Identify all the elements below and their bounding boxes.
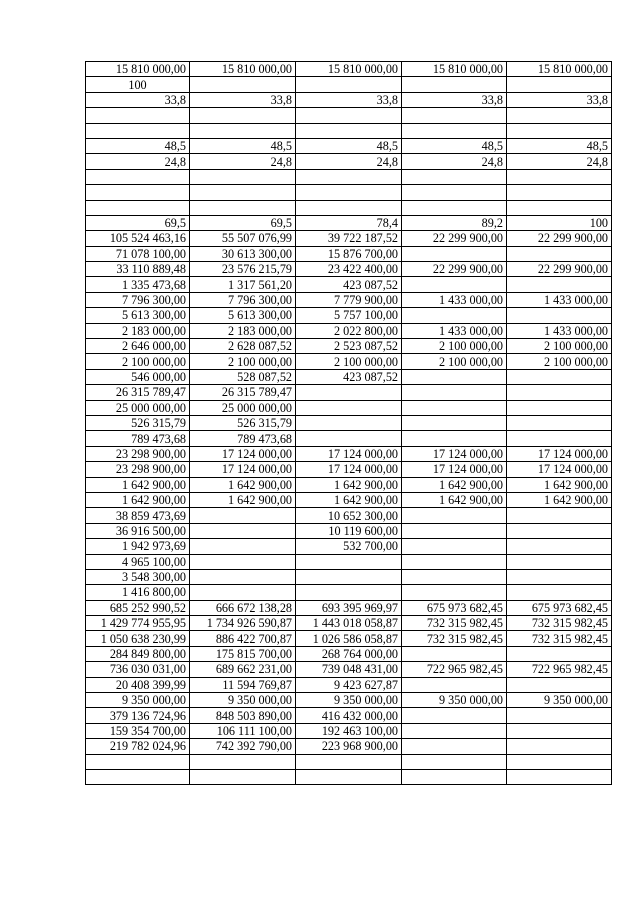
table-row (86, 123, 612, 138)
table-cell: 15 810 000,00 (190, 62, 296, 77)
table-cell: 423 087,52 (296, 277, 402, 292)
table-cell: 732 315 982,45 (402, 631, 507, 646)
table-cell: 24,8 (507, 154, 612, 169)
table-cell (507, 415, 612, 430)
table-cell: 223 968 900,00 (296, 739, 402, 754)
table-row (86, 385, 612, 400)
table-cell: 38 859 473,69 (86, 508, 190, 523)
table-cell: 685 252 990,52 (86, 600, 190, 615)
table-row (86, 354, 612, 369)
table-cell: 17 124 000,00 (507, 446, 612, 461)
table-cell: 17 124 000,00 (296, 462, 402, 477)
table-cell: 2 183 000,00 (190, 323, 296, 338)
table-cell (402, 754, 507, 769)
table-cell (507, 431, 612, 446)
table-cell: 1 443 018 058,87 (296, 616, 402, 631)
table-row (86, 154, 612, 169)
table-cell: 2 100 000,00 (86, 354, 190, 369)
table-cell (402, 385, 507, 400)
table-row (86, 754, 612, 769)
table-cell: 33,8 (86, 92, 190, 107)
table-cell: 20 408 399,99 (86, 677, 190, 692)
table-body (86, 62, 612, 785)
table-cell (402, 169, 507, 184)
table-cell: 1 317 561,20 (190, 277, 296, 292)
table-cell: 2 628 087,52 (190, 339, 296, 354)
table-cell: 22 299 900,00 (507, 262, 612, 277)
table-cell: 1 050 638 230,99 (86, 631, 190, 646)
table-cell: 886 422 700,87 (190, 631, 296, 646)
table-cell (507, 754, 612, 769)
table-cell: 17 124 000,00 (296, 446, 402, 461)
table-row (86, 323, 612, 338)
table-cell (402, 677, 507, 692)
table-cell (507, 185, 612, 200)
table-cell: 48,5 (402, 138, 507, 153)
table-cell (507, 246, 612, 261)
table-row (86, 277, 612, 292)
table-cell: 1 335 473,68 (86, 277, 190, 292)
table-row (86, 477, 612, 492)
table-row (86, 723, 612, 738)
table-cell: 17 124 000,00 (507, 462, 612, 477)
table-row (86, 262, 612, 277)
table-cell (190, 508, 296, 523)
table-cell (402, 415, 507, 430)
table-cell (86, 123, 190, 138)
table-cell (507, 123, 612, 138)
table-row (86, 600, 612, 615)
table-cell: 742 392 790,00 (190, 739, 296, 754)
table-cell: 55 507 076,99 (190, 231, 296, 246)
table-cell: 2 646 000,00 (86, 339, 190, 354)
table-row (86, 585, 612, 600)
table-cell: 9 350 000,00 (190, 693, 296, 708)
table-cell: 48,5 (296, 138, 402, 153)
table-cell: 33,8 (402, 92, 507, 107)
table-cell: 23 576 215,79 (190, 262, 296, 277)
table-row (86, 200, 612, 215)
table-cell: 15 810 000,00 (402, 62, 507, 77)
table-cell: 3 548 300,00 (86, 569, 190, 584)
table-cell (507, 308, 612, 323)
table-cell (507, 708, 612, 723)
table-cell: 39 722 187,52 (296, 231, 402, 246)
table-cell: 33,8 (507, 92, 612, 107)
table-cell: 106 111 100,00 (190, 723, 296, 738)
table-cell (296, 754, 402, 769)
table-cell: 1 642 900,00 (402, 492, 507, 507)
table-cell: 546 000,00 (86, 369, 190, 384)
table-cell (507, 200, 612, 215)
table-cell (402, 200, 507, 215)
table-cell (86, 200, 190, 215)
table-cell (402, 554, 507, 569)
table-cell (507, 677, 612, 692)
table-cell: 23 298 900,00 (86, 446, 190, 461)
table-cell: 24,8 (402, 154, 507, 169)
table-cell: 33 110 889,48 (86, 262, 190, 277)
table-cell: 2 022 800,00 (296, 323, 402, 338)
table-cell (507, 169, 612, 184)
table-cell (296, 569, 402, 584)
table-cell: 9 350 000,00 (507, 693, 612, 708)
table-cell: 2 183 000,00 (86, 323, 190, 338)
table-row (86, 339, 612, 354)
table-cell: 666 672 138,28 (190, 600, 296, 615)
table-cell: 17 124 000,00 (402, 462, 507, 477)
table-cell: 7 796 300,00 (190, 292, 296, 307)
table-cell (86, 769, 190, 784)
table-cell: 9 350 000,00 (402, 693, 507, 708)
table-cell: 1 416 800,00 (86, 585, 190, 600)
table-cell: 526 315,79 (190, 415, 296, 430)
table-cell: 732 315 982,45 (402, 616, 507, 631)
table-row (86, 569, 612, 584)
table-cell (190, 754, 296, 769)
table-cell: 5 613 300,00 (86, 308, 190, 323)
table-cell: 732 315 982,45 (507, 631, 612, 646)
table-row (86, 769, 612, 784)
table-cell: 26 315 789,47 (86, 385, 190, 400)
table-cell: 15 810 000,00 (296, 62, 402, 77)
table-row (86, 92, 612, 107)
table-cell: 9 423 627,87 (296, 677, 402, 692)
table-cell: 1 642 900,00 (507, 477, 612, 492)
table-cell (402, 539, 507, 554)
table-cell (402, 769, 507, 784)
table-row (86, 231, 612, 246)
table-cell (402, 523, 507, 538)
data-table (85, 61, 612, 785)
table-cell: 7 779 900,00 (296, 292, 402, 307)
table-row (86, 677, 612, 692)
table-cell (507, 554, 612, 569)
table-cell (402, 723, 507, 738)
table-cell (190, 769, 296, 784)
table-cell: 24,8 (296, 154, 402, 169)
table-cell (190, 77, 296, 92)
table-cell: 69,5 (86, 215, 190, 230)
table-cell: 1 942 973,69 (86, 539, 190, 554)
table-cell: 7 796 300,00 (86, 292, 190, 307)
table-cell (507, 400, 612, 415)
table-row (86, 616, 612, 631)
table-cell (507, 569, 612, 584)
table-cell (507, 585, 612, 600)
table-row (86, 508, 612, 523)
table-cell: 675 973 682,45 (402, 600, 507, 615)
table-cell (190, 585, 296, 600)
table-cell: 175 815 700,00 (190, 646, 296, 661)
table-cell: 22 299 900,00 (402, 231, 507, 246)
table-cell: 10 652 300,00 (296, 508, 402, 523)
table-cell: 1 642 900,00 (296, 477, 402, 492)
table-cell: 69,5 (190, 215, 296, 230)
table-cell (190, 569, 296, 584)
table-row (86, 215, 612, 230)
table-cell: 1 429 774 955,95 (86, 616, 190, 631)
table-cell (402, 123, 507, 138)
table-cell: 2 100 000,00 (507, 339, 612, 354)
table-cell: 1 433 000,00 (402, 323, 507, 338)
table-cell: 789 473,68 (86, 431, 190, 446)
table-row (86, 662, 612, 677)
table-row (86, 77, 612, 92)
table-cell: 1 734 926 590,87 (190, 616, 296, 631)
table-row (86, 462, 612, 477)
table-cell: 100 (86, 77, 190, 92)
table-cell: 2 100 000,00 (402, 339, 507, 354)
table-cell (190, 123, 296, 138)
table-cell (402, 569, 507, 584)
table-cell: 23 298 900,00 (86, 462, 190, 477)
table-cell: 739 048 431,00 (296, 662, 402, 677)
table-cell: 22 299 900,00 (402, 262, 507, 277)
table-cell: 1 642 900,00 (86, 492, 190, 507)
table-cell: 48,5 (190, 138, 296, 153)
table-cell: 526 315,79 (86, 415, 190, 430)
table-cell: 1 642 900,00 (507, 492, 612, 507)
table-cell: 379 136 724,96 (86, 708, 190, 723)
table-row (86, 369, 612, 384)
table-row (86, 539, 612, 554)
table-cell (507, 523, 612, 538)
table-cell: 1 433 000,00 (507, 323, 612, 338)
table-cell: 2 100 000,00 (296, 354, 402, 369)
table-cell: 48,5 (86, 138, 190, 153)
table-cell (402, 185, 507, 200)
table-cell: 24,8 (190, 154, 296, 169)
table-cell: 2 100 000,00 (507, 354, 612, 369)
table-cell (402, 369, 507, 384)
table-row (86, 693, 612, 708)
table-cell: 15 810 000,00 (507, 62, 612, 77)
table-cell: 48,5 (507, 138, 612, 153)
table-cell: 736 030 031,00 (86, 662, 190, 677)
table-cell: 159 354 700,00 (86, 723, 190, 738)
table-cell: 89,2 (402, 215, 507, 230)
table-cell: 105 524 463,16 (86, 231, 190, 246)
table-cell (296, 108, 402, 123)
table-cell: 689 662 231,00 (190, 662, 296, 677)
table-cell: 2 523 087,52 (296, 339, 402, 354)
table-cell (402, 508, 507, 523)
table-row (86, 415, 612, 430)
table-cell: 693 395 969,97 (296, 600, 402, 615)
table-cell (402, 585, 507, 600)
table-cell: 2 100 000,00 (402, 354, 507, 369)
table-cell: 2 100 000,00 (190, 354, 296, 369)
table-cell: 26 315 789,47 (190, 385, 296, 400)
table-cell (86, 754, 190, 769)
table-cell (296, 77, 402, 92)
table-cell: 284 849 800,00 (86, 646, 190, 661)
table-cell (296, 200, 402, 215)
table-cell: 36 916 500,00 (86, 523, 190, 538)
table-cell: 10 119 600,00 (296, 523, 402, 538)
table-row (86, 492, 612, 507)
table-cell (507, 739, 612, 754)
table-cell: 25 000 000,00 (190, 400, 296, 415)
table-row (86, 62, 612, 77)
table-cell: 528 087,52 (190, 369, 296, 384)
table-cell: 15 876 700,00 (296, 246, 402, 261)
table-cell: 1 642 900,00 (296, 492, 402, 507)
table-cell: 78,4 (296, 215, 402, 230)
table-cell (296, 123, 402, 138)
table-cell (296, 554, 402, 569)
table-cell: 1 642 900,00 (86, 477, 190, 492)
table-cell (402, 246, 507, 261)
table-cell (296, 415, 402, 430)
table-row (86, 246, 612, 261)
table-cell: 1 026 586 058,87 (296, 631, 402, 646)
table-cell (507, 769, 612, 784)
table-row (86, 292, 612, 307)
table-cell: 11 594 769,87 (190, 677, 296, 692)
table-cell: 17 124 000,00 (190, 446, 296, 461)
table-cell (507, 508, 612, 523)
table-cell (296, 585, 402, 600)
table-cell: 532 700,00 (296, 539, 402, 554)
table-cell: 24,8 (86, 154, 190, 169)
table-cell: 219 782 024,96 (86, 739, 190, 754)
table-cell: 789 473,68 (190, 431, 296, 446)
table-cell: 22 299 900,00 (507, 231, 612, 246)
table-cell: 9 350 000,00 (86, 693, 190, 708)
table-cell: 33,8 (296, 92, 402, 107)
table-cell (190, 554, 296, 569)
table-cell (402, 308, 507, 323)
table-cell (507, 369, 612, 384)
table-cell: 5 613 300,00 (190, 308, 296, 323)
table-cell (402, 646, 507, 661)
table-cell (507, 108, 612, 123)
table-row (86, 708, 612, 723)
table-row (86, 400, 612, 415)
table-row (86, 646, 612, 661)
table-cell (296, 169, 402, 184)
table-cell (402, 708, 507, 723)
table-row (86, 185, 612, 200)
table-cell: 1 642 900,00 (402, 477, 507, 492)
table-cell (296, 185, 402, 200)
table-cell (296, 400, 402, 415)
table-cell (86, 185, 190, 200)
table-cell: 722 965 982,45 (507, 662, 612, 677)
table-cell (507, 277, 612, 292)
table-cell (507, 723, 612, 738)
table-cell: 1 642 900,00 (190, 492, 296, 507)
table-cell (190, 539, 296, 554)
table-cell (507, 385, 612, 400)
table-cell: 1 642 900,00 (190, 477, 296, 492)
table-cell: 722 965 982,45 (402, 662, 507, 677)
table-cell: 848 503 890,00 (190, 708, 296, 723)
table-cell (402, 108, 507, 123)
table-cell (507, 539, 612, 554)
table-cell (190, 523, 296, 538)
table-cell: 1 433 000,00 (507, 292, 612, 307)
table-cell (296, 431, 402, 446)
table-cell: 17 124 000,00 (190, 462, 296, 477)
table-row (86, 308, 612, 323)
table-row (86, 554, 612, 569)
table-cell (296, 769, 402, 784)
table-cell (507, 77, 612, 92)
table-cell: 192 463 100,00 (296, 723, 402, 738)
table-cell (402, 431, 507, 446)
table-cell: 423 087,52 (296, 369, 402, 384)
table-cell (402, 277, 507, 292)
table-cell: 25 000 000,00 (86, 400, 190, 415)
table-row (86, 739, 612, 754)
table-cell (190, 185, 296, 200)
table-cell (86, 108, 190, 123)
table-cell: 71 078 100,00 (86, 246, 190, 261)
table-cell (507, 646, 612, 661)
table-cell: 15 810 000,00 (86, 62, 190, 77)
table-cell (402, 77, 507, 92)
table-cell (296, 385, 402, 400)
table-row (86, 631, 612, 646)
table-row (86, 169, 612, 184)
table-row (86, 138, 612, 153)
table-row (86, 431, 612, 446)
table-cell (86, 169, 190, 184)
table-cell: 30 613 300,00 (190, 246, 296, 261)
table-cell: 17 124 000,00 (402, 446, 507, 461)
table-cell: 675 973 682,45 (507, 600, 612, 615)
table-row (86, 446, 612, 461)
table-cell (402, 739, 507, 754)
table-cell: 33,8 (190, 92, 296, 107)
table-cell: 1 433 000,00 (402, 292, 507, 307)
table-row (86, 108, 612, 123)
table-cell: 23 422 400,00 (296, 262, 402, 277)
table-cell (190, 108, 296, 123)
table-cell (190, 169, 296, 184)
table-row (86, 523, 612, 538)
table-cell: 268 764 000,00 (296, 646, 402, 661)
table-cell: 4 965 100,00 (86, 554, 190, 569)
table-cell: 5 757 100,00 (296, 308, 402, 323)
table-cell: 732 315 982,45 (507, 616, 612, 631)
table-cell: 9 350 000,00 (296, 693, 402, 708)
table-cell: 416 432 000,00 (296, 708, 402, 723)
table-cell: 100 (507, 215, 612, 230)
table-cell (190, 200, 296, 215)
table-cell (402, 400, 507, 415)
